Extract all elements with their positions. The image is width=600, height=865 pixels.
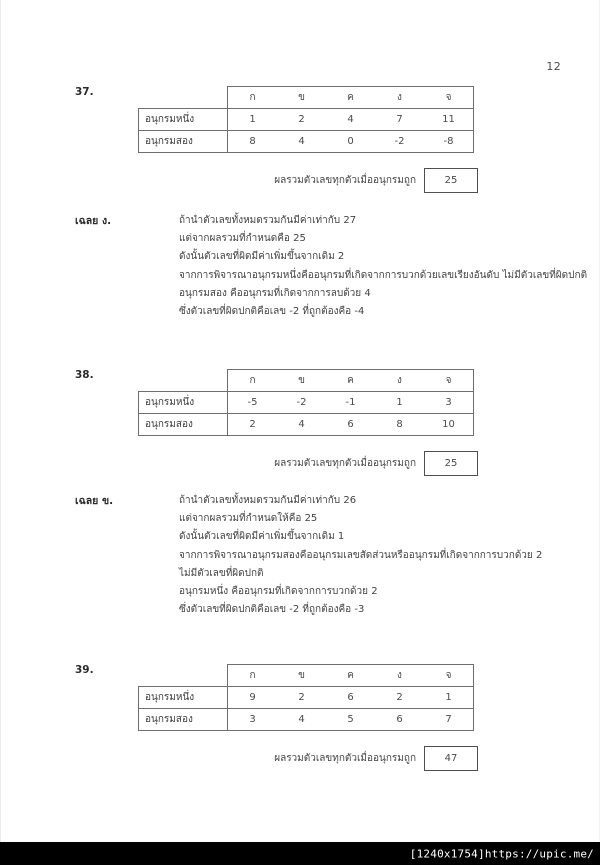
sum-label: ผลรวมตัวเลขทุกตัวเมื่ออนุกรมถูก: [274, 753, 416, 764]
table-header-row: [139, 665, 474, 687]
row-label: อนุกรมสอง: [139, 414, 228, 436]
table-cell: -8: [424, 131, 474, 153]
answer-line: ไม่มีตัวเลขที่ผิดปกติ: [179, 567, 264, 579]
table-cell: -1: [326, 392, 375, 414]
answer-line: อนุกรมสอง คืออนุกรมที่เกิดจากการลบด้วย 4: [179, 287, 371, 299]
sum-row-39: [138, 746, 478, 771]
answer-line: แต่จากผลรวมที่กำหนดคือ 25: [179, 233, 306, 245]
column-header: ก: [228, 370, 278, 392]
question-number-39: 39.: [75, 664, 94, 676]
table-cell: 8: [375, 414, 424, 436]
table-cell: 4: [277, 709, 326, 731]
answer-line: ซึ่งตัวเลขที่ผิดปกติคือเลข -2 ที่ถูกต้องคือ -3: [179, 604, 365, 616]
footer-watermark-text: [1240x1754]https://upic.me/: [409, 847, 594, 860]
column-header: ข: [277, 665, 326, 687]
answer-line: จากการพิจารณาอนุกรมหนึ่งคืออนุกรมที่เกิดจากการบวกด้วยเลขเรียงอันดับ ไม่มีตัวเลขที่ผิดปกติ: [179, 269, 588, 281]
sum-label: ผลรวมตัวเลขทุกตัวเมื่ออนุกรมถูก: [274, 175, 416, 186]
question-number-38: 38.: [75, 369, 94, 381]
table-cell: 1: [424, 687, 474, 709]
table-cell: 7: [424, 709, 474, 731]
table-row: [139, 687, 474, 709]
table-cell: 11: [424, 109, 474, 131]
table-header-row: [139, 87, 474, 109]
answer-line: ดังนั้นตัวเลขที่ผิดมีค่าเพิ่มขึ้นจากเดิม 2: [179, 251, 345, 263]
table-row: [139, 109, 474, 131]
table-cell: 7: [375, 109, 424, 131]
answer-line: ถ้านำตัวเลขทั้งหมดรวมกันมีค่าเท่ากับ 27: [179, 215, 357, 226]
table-cell: 2: [277, 109, 326, 131]
sum-value-box: 25: [424, 451, 478, 476]
column-header: ค: [326, 370, 375, 392]
table-cell: -5: [228, 392, 278, 414]
sum-value-box: 47: [424, 746, 478, 771]
answer-label: เฉลย ง.: [75, 215, 112, 227]
row-label: อนุกรมสอง: [139, 709, 228, 731]
table-corner-cell: [139, 370, 228, 392]
answer-line: จากการพิจารณาอนุกรมสองคืออนุกรมเลขสัดส่วนหรืออนุกรมที่เกิดจากการบวกด้วย 2: [179, 549, 543, 561]
answer-line: ถ้านำตัวเลขทั้งหมดรวมกันมีค่าเท่ากับ 26: [179, 495, 357, 506]
table-cell: 4: [326, 109, 375, 131]
sequence-table-38: [138, 369, 474, 436]
table-cell: 3: [424, 392, 474, 414]
sum-row-38: [138, 451, 478, 476]
table-cell: 0: [326, 131, 375, 153]
table-cell: 2: [228, 414, 278, 436]
sum-value-box: 25: [424, 168, 478, 193]
answer-line: ดังนั้นตัวเลขที่ผิดมีค่าเพิ่มขึ้นจากเดิม 1: [179, 531, 345, 543]
table-cell: 10: [424, 414, 474, 436]
table-cell: 5: [326, 709, 375, 731]
answer-lines: [179, 212, 589, 321]
question-number-37: 37.: [75, 86, 94, 98]
column-header: ข: [277, 87, 326, 109]
column-header: ง: [375, 87, 424, 109]
answer-label: เฉลย ข.: [75, 495, 114, 507]
table-corner-cell: [139, 87, 228, 109]
table-cell: 3: [228, 709, 278, 731]
column-header: ก: [228, 87, 278, 109]
column-header: ง: [375, 665, 424, 687]
table-cell: 1: [228, 109, 278, 131]
column-header: ก: [228, 665, 278, 687]
column-header: ค: [326, 87, 375, 109]
table-header-row: [139, 370, 474, 392]
sequence-table-37: [138, 86, 474, 153]
table-cell: 9: [228, 687, 278, 709]
table-cell: -2: [277, 392, 326, 414]
row-label: อนุกรมหนึ่ง: [139, 109, 228, 131]
sum-label: ผลรวมตัวเลขทุกตัวเมื่ออนุกรมถูก: [274, 458, 416, 469]
table-cell: 4: [277, 414, 326, 436]
row-label: อนุกรมหนึ่ง: [139, 392, 228, 414]
table-cell: 4: [277, 131, 326, 153]
column-header: ข: [277, 370, 326, 392]
table-cell: 1: [375, 392, 424, 414]
table-cell: 6: [326, 414, 375, 436]
row-label: อนุกรมสอง: [139, 131, 228, 153]
answer-line: อนุกรมหนึ่ง คืออนุกรมที่เกิดจากการบวกด้วย 2: [179, 586, 378, 598]
table-cell: 6: [326, 687, 375, 709]
table-row: [139, 709, 474, 731]
table-corner-cell: [139, 665, 228, 687]
column-header: จ: [424, 87, 474, 109]
table-cell: 2: [277, 687, 326, 709]
column-header: จ: [424, 370, 474, 392]
table-cell: 6: [375, 709, 424, 731]
answer-lines: [179, 492, 589, 619]
page-number: 12: [546, 60, 561, 73]
table-cell: 2: [375, 687, 424, 709]
table-row: [139, 392, 474, 414]
footer-watermark-bar: [0, 842, 600, 865]
column-header: ค: [326, 665, 375, 687]
table-row: [139, 414, 474, 436]
table-cell: 8: [228, 131, 278, 153]
answer-line: แต่จากผลรวมที่กำหนดให้คือ 25: [179, 513, 318, 525]
row-label: อนุกรมหนึ่ง: [139, 687, 228, 709]
table-cell: -2: [375, 131, 424, 153]
answer-line: ซึ่งตัวเลขที่ผิดปกติคือเลข -2 ที่ถูกต้องคือ -4: [179, 306, 365, 318]
sum-row-37: [138, 168, 478, 193]
column-header: ง: [375, 370, 424, 392]
sequence-table-39: [138, 664, 474, 731]
column-header: จ: [424, 665, 474, 687]
table-row: [139, 131, 474, 153]
